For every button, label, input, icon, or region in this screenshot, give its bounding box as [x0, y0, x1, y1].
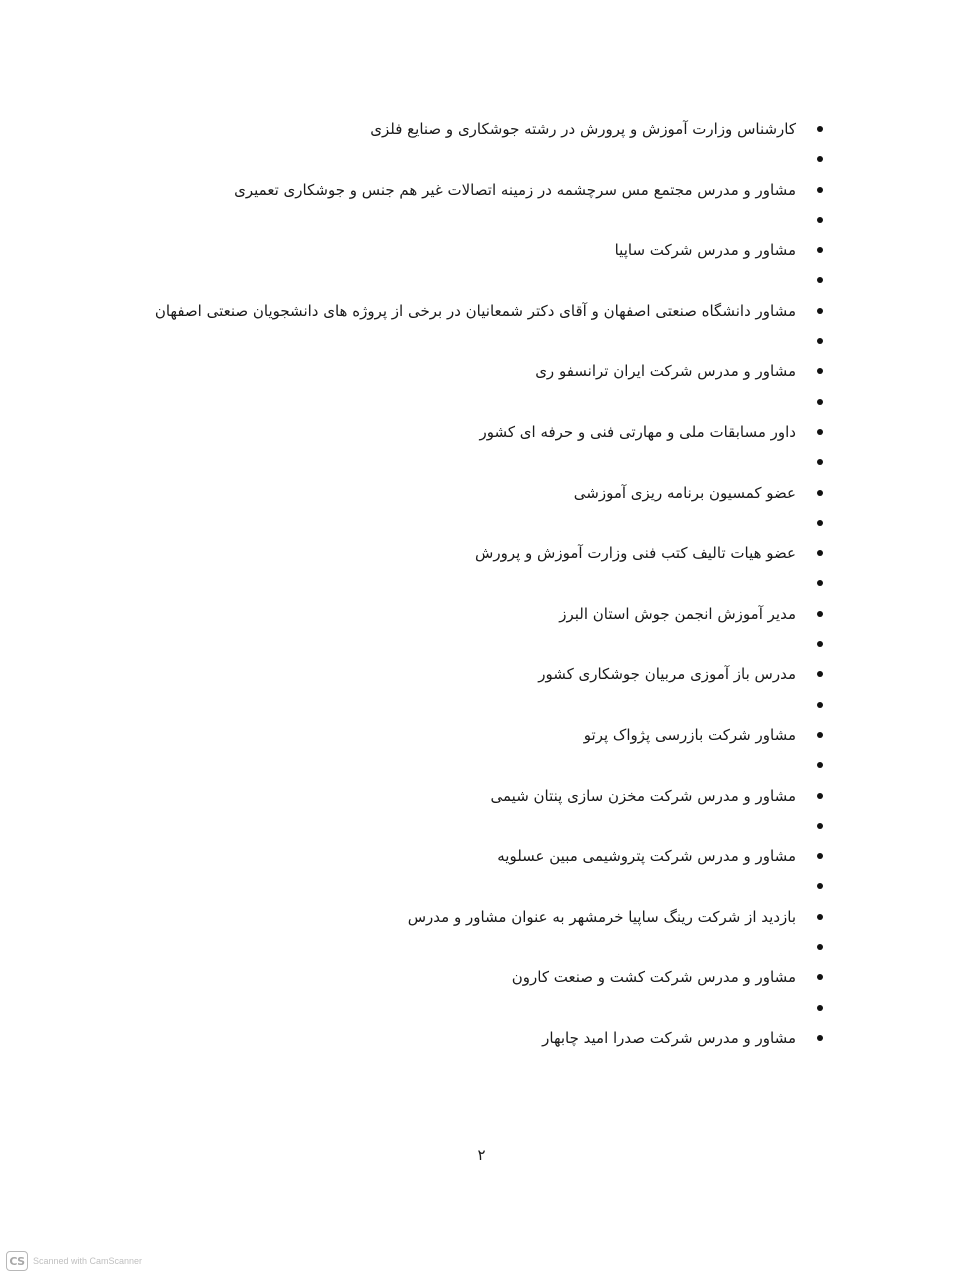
list-item — [143, 447, 823, 477]
bullet-icon — [817, 853, 823, 859]
bullet-icon — [817, 793, 823, 799]
list-item-text: مشاور شرکت بازرسی پژواک پرتو — [583, 725, 796, 744]
list-item — [143, 750, 823, 780]
list-item — [143, 568, 823, 598]
list-item-text: عضو کمسیون برنامه ریزی آموزشی — [573, 483, 796, 502]
watermark-label: Scanned with CamScanner — [33, 1256, 143, 1266]
page-number: ۲ — [477, 1146, 486, 1164]
bullet-icon — [817, 490, 823, 496]
bullet-icon — [817, 823, 823, 829]
list-item — [143, 932, 823, 962]
list-item — [143, 1023, 823, 1053]
list-item-text: مشاور دانشگاه صنعتی اصفهان و آقای دکتر شمعانیان در برخی از پروژه های دانشجویان صنعتی اصفهان — [154, 301, 796, 320]
list-item — [143, 144, 823, 174]
bullet-icon — [817, 126, 823, 132]
list-item — [143, 235, 823, 265]
camscanner-logo-icon: CS — [6, 1251, 28, 1271]
list-item — [143, 326, 823, 356]
bullet-icon — [817, 277, 823, 283]
list-item — [143, 205, 823, 235]
list-item — [143, 175, 823, 205]
list-item — [143, 811, 823, 841]
list-item — [143, 114, 823, 144]
bullet-icon — [817, 1035, 823, 1041]
bullet-icon — [817, 1005, 823, 1011]
bullet-icon — [817, 459, 823, 465]
list-item-text: کارشناس وزارت آموزش و پرورش در رشته جوشکاری و صنایع فلزی — [370, 120, 796, 138]
list-item-text: مشاور و مدرس شرکت کشت و صنعت کارون — [511, 968, 796, 987]
bullet-icon — [817, 641, 823, 647]
bullet-icon — [817, 671, 823, 677]
bullet-icon — [817, 429, 823, 435]
bullet-icon — [817, 702, 823, 708]
list-item — [143, 659, 823, 689]
list-item — [143, 356, 823, 386]
bullet-list — [143, 114, 823, 1053]
bullet-icon — [817, 974, 823, 980]
bullet-icon — [817, 944, 823, 950]
list-item — [143, 962, 823, 992]
list-item — [143, 417, 823, 447]
list-item-text: مشاور و مدرس شرکت ایران ترانسفو ری — [535, 362, 796, 381]
list-item — [143, 690, 823, 720]
list-item-text: عضو هیات تالیف کتب فنی وزارت آموزش و پرورش — [475, 544, 796, 563]
bullet-icon — [817, 611, 823, 617]
camscanner-watermark — [6, 1250, 142, 1272]
list-item — [143, 720, 823, 750]
bullet-icon — [817, 520, 823, 526]
bullet-icon — [817, 580, 823, 586]
bullet-icon — [817, 883, 823, 889]
bullet-icon — [817, 914, 823, 920]
bullet-icon — [817, 156, 823, 162]
bullet-icon — [817, 368, 823, 374]
list-item-text: مدرس باز آموزی مربیان جوشکاری کشور — [538, 665, 796, 684]
list-item — [143, 781, 823, 811]
bullet-icon — [817, 338, 823, 344]
list-item-text: مشاور و مدرس شرکت ساپیا — [614, 241, 796, 260]
list-item — [143, 296, 823, 326]
list-item — [143, 841, 823, 871]
list-item-text: مشاور و مدرس شرکت مخزن سازی پنتان شیمی — [490, 786, 796, 805]
list-item-text: مشاور و مدرس مجتمع مس سرچشمه در زمینه اتصالات غیر هم جنس و جوشکاری تعمیری — [234, 180, 796, 199]
list-item — [143, 265, 823, 295]
list-item-text: مشاور و مدرس شرکت پتروشیمی مبین عسلویه — [497, 847, 796, 866]
bullet-icon — [817, 762, 823, 768]
list-item — [143, 387, 823, 417]
bullet-icon — [817, 247, 823, 253]
bullet-icon — [817, 217, 823, 223]
bullet-icon — [817, 187, 823, 193]
list-item — [143, 902, 823, 932]
list-item-text: مشاور و مدرس شرکت صدرا امید چابهار — [542, 1028, 796, 1047]
list-item — [143, 478, 823, 508]
list-item — [143, 871, 823, 901]
list-item — [143, 629, 823, 659]
bullet-icon — [817, 550, 823, 556]
bullet-icon — [817, 308, 823, 314]
list-item — [143, 538, 823, 568]
list-item-text: داور مسابقات ملی و مهارتی فنی و حرفه ای کشور — [479, 422, 796, 441]
bullet-icon — [817, 732, 823, 738]
list-item-text: مدیر آموزش انجمن جوش استان البرز — [559, 604, 796, 623]
list-item — [143, 599, 823, 629]
list-item — [143, 508, 823, 538]
list-item — [143, 993, 823, 1023]
list-item-text: بازدید از شرکت رینگ ساپیا خرمشهر به عنوان مشاور و مدرس — [407, 907, 796, 926]
bullet-icon — [817, 399, 823, 405]
